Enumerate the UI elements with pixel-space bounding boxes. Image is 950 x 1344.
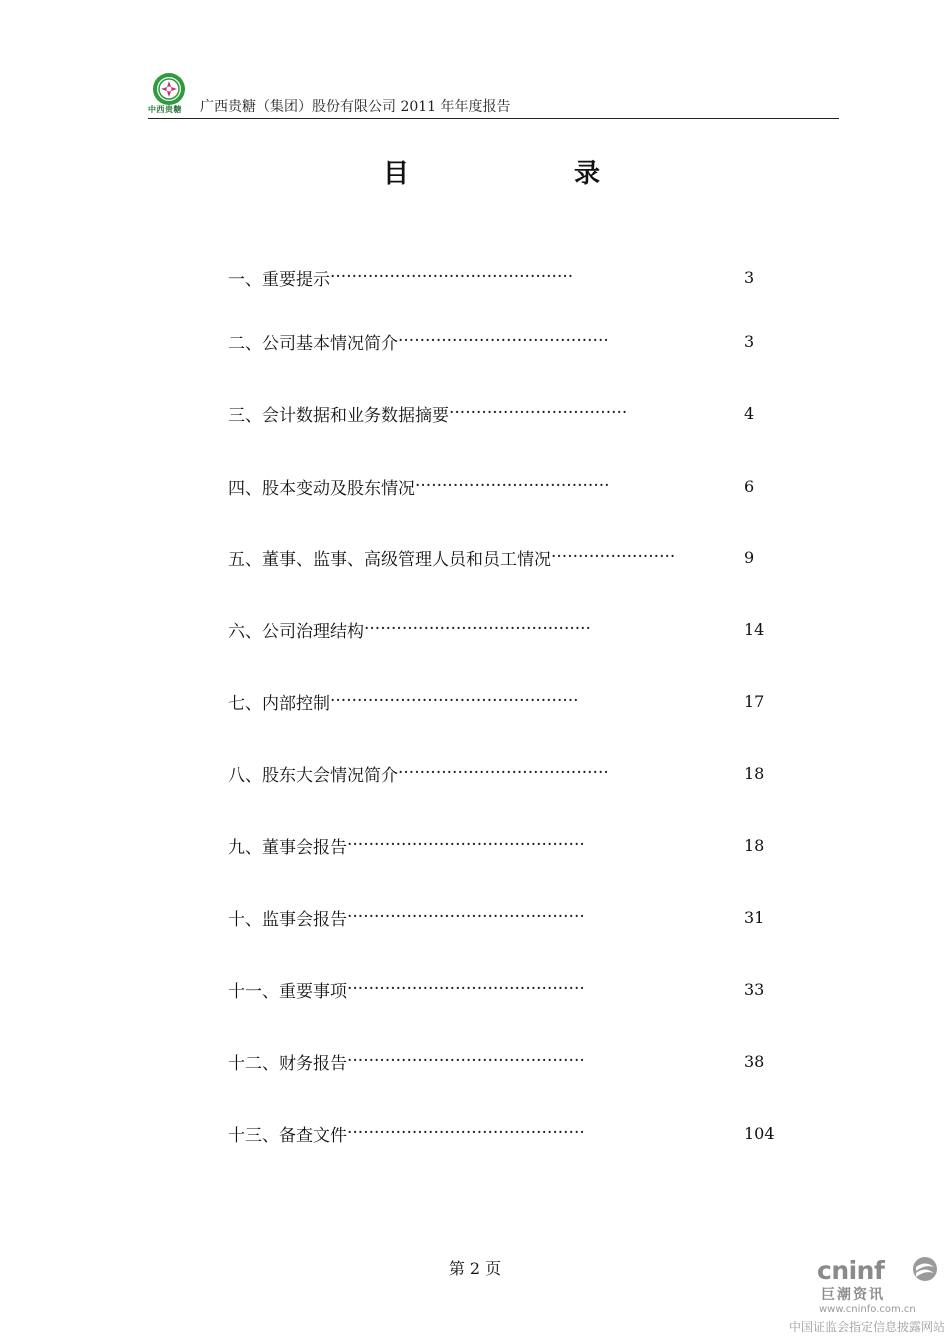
toc-leader-dots: ·······································: [398, 331, 609, 351]
toc-leader-dots: ············································: [347, 979, 585, 999]
toc-leader-dots: ··············································: [330, 691, 579, 711]
toc-entry-page: 31: [744, 907, 765, 927]
toc-entry[interactable]: [228, 326, 754, 356]
toc-entry-label: 一、重要提示: [228, 269, 330, 290]
toc-entry-label: 五、董事、监事、高级管理人员和员工情况: [228, 549, 551, 570]
toc-entry-page: 3: [744, 267, 755, 287]
page-header: [148, 68, 839, 120]
toc-entry-page: 14: [744, 619, 765, 639]
toc-entry[interactable]: [228, 686, 764, 716]
toc-leader-dots: ····································: [415, 476, 610, 496]
toc-entry-label: 七、内部控制: [228, 693, 330, 714]
toc-entry[interactable]: [228, 974, 764, 1004]
toc-entry-page: 9: [744, 547, 755, 567]
toc-entry-page: 38: [744, 1051, 765, 1071]
watermark-caption: 中国证监会指定信息披露网站: [789, 1320, 946, 1334]
toc-entry-label: 十三、备查文件: [228, 1125, 347, 1146]
toc-leader-dots: ·······································: [398, 763, 609, 783]
toc-leader-dots: ············································: [347, 1051, 585, 1071]
toc-entry[interactable]: [228, 542, 754, 572]
toc-entry-label: 十二、财务报告: [228, 1053, 347, 1074]
toc-leader-dots: ·············································: [330, 267, 574, 287]
toc-entry[interactable]: [228, 262, 754, 292]
company-logo-icon: [152, 72, 186, 106]
toc-entry-label: 六、公司治理结构: [228, 621, 364, 642]
toc-entry-label: 九、董事会报告: [228, 837, 347, 858]
toc-entry[interactable]: [228, 902, 764, 932]
toc-entry-label: 八、股东大会情况简介: [228, 765, 398, 786]
header-title: 广西贵糖（集团）股份有限公司 2011 年年度报告: [200, 99, 511, 115]
page-title-right: 录: [574, 159, 601, 189]
toc-entry[interactable]: [228, 614, 764, 644]
watermark-url: www.cninfo.com.cn: [819, 1304, 916, 1315]
page-title-left: 目: [383, 159, 410, 189]
toc-entry-page: 6: [744, 476, 755, 496]
header-divider: [148, 118, 839, 119]
toc-entry[interactable]: [228, 398, 754, 428]
toc-entry-label: 四、股本变动及股东情况: [228, 478, 415, 499]
toc-entry-page: 17: [744, 691, 765, 711]
toc-entry[interactable]: [228, 758, 764, 788]
toc-entry[interactable]: [228, 1118, 775, 1148]
logo-text: 中西贵糖: [148, 105, 182, 114]
cninfo-swirl-icon: [910, 1254, 940, 1284]
watermark-brand-cn: 巨潮资讯: [821, 1287, 885, 1303]
cninfo-watermark: [785, 1252, 945, 1342]
toc-entry[interactable]: [228, 1046, 764, 1076]
toc-entry-label: 三、会计数据和业务数据摘要: [228, 405, 449, 426]
toc-entry-page: 104: [744, 1123, 775, 1143]
toc-entry-label: 二、公司基本情况简介: [228, 333, 398, 354]
toc-leader-dots: ············································: [347, 835, 585, 855]
toc-entry-page: 18: [744, 763, 765, 783]
toc-entry-page: 3: [744, 331, 755, 351]
toc-entry[interactable]: [228, 471, 754, 501]
toc-leader-dots: ············································: [347, 1123, 585, 1143]
toc-leader-dots: ··········································: [364, 619, 591, 639]
toc-entry-page: 18: [744, 835, 765, 855]
page-number: 第 2 页: [448, 1259, 502, 1278]
toc-entry-label: 十、监事会报告: [228, 909, 347, 930]
toc-leader-dots: ·································: [449, 403, 628, 423]
toc-entry-page: 4: [744, 403, 755, 423]
toc-leader-dots: ············································: [347, 907, 585, 927]
watermark-brand: cninf: [817, 1256, 885, 1285]
toc-leader-dots: ·······················: [551, 547, 676, 567]
toc-entry-label: 十一、重要事项: [228, 981, 347, 1002]
toc-entry[interactable]: [228, 830, 764, 860]
toc-entry-page: 33: [744, 979, 765, 999]
